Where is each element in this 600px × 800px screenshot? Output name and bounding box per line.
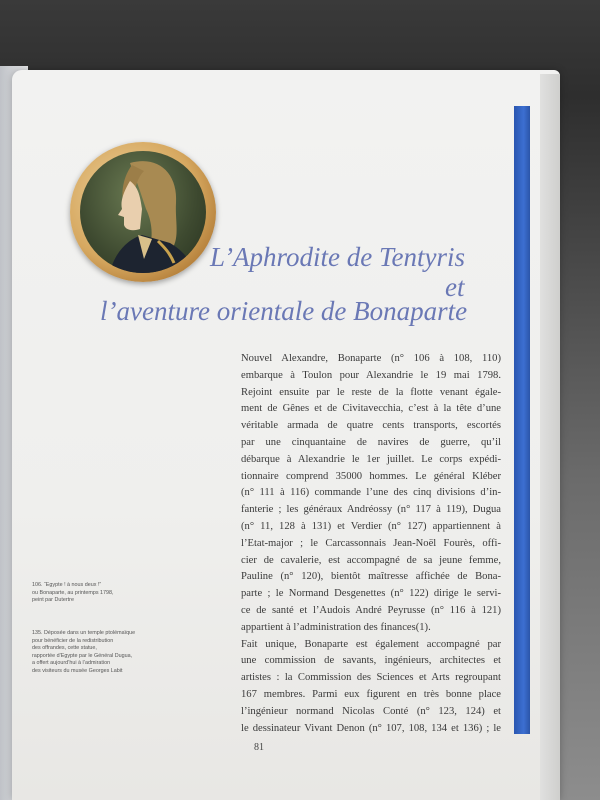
- body-line: véritable armada de quatre cents transports, escortés: [241, 420, 501, 432]
- body-line: l’ingénieur normand Nicolas Conté (n° 123, 124) et: [241, 705, 501, 717]
- body-line: parte ; le Normand Desgenettes (n° 122) dirige le servi-: [241, 588, 501, 600]
- caption-line: rapportée d’Egypte par le Général Dugua,: [32, 652, 133, 659]
- body-line: ment de Gênes et de Civitavecchia, c’est à la tête d’une: [241, 403, 501, 415]
- title-line-3: l’aventure orientale de Bonaparte: [100, 296, 468, 326]
- body-line: tionnaire comprend 35000 hommes. Le général Kléber: [241, 470, 501, 482]
- caption-line: des offrandes, cette statue,: [32, 645, 97, 652]
- caption-line: ou Bonaparte, au printemps 1798,: [32, 589, 114, 596]
- body-line: par une cinquantaine de navires de guerre, qu’il: [241, 436, 501, 448]
- portrait-image: [80, 151, 206, 273]
- body-line: 167 membres. Parmi eux figurent en très bonne place: [241, 688, 501, 700]
- caption-line: peint par Dutertre: [32, 597, 74, 604]
- body-paragraph: [241, 351, 501, 737]
- caption-line: a offert aujourd’hui à l’admiration: [32, 660, 111, 667]
- caption-line: pour bénéficier de la redistribution: [32, 637, 114, 644]
- body-line: (n° 111 à 116) commande l’une des cinq divisions d’in-: [241, 487, 501, 499]
- body-line: le dessinateur Vivant Denon (n° 107, 108, 134 et 136) ; le: [241, 722, 501, 734]
- caption-portrait: [32, 582, 162, 605]
- body-line: (n° 11, 128 à 131) et Verdier (n° 127) appartiennent à: [241, 520, 501, 532]
- blue-margin-band: [514, 106, 530, 734]
- body-line: appartient à l’administration des finances(1).: [241, 621, 431, 633]
- body-line: cier de cavalerie, est accompagné de sa jeune femme,: [241, 554, 501, 566]
- body-line: Nouvel Alexandre, Bonaparte (n° 106 à 108, 110): [241, 353, 501, 364]
- body-line: Rejoint ensuite par le reste de la flotte venant égale-: [241, 386, 501, 398]
- title-line-2: et: [445, 272, 465, 302]
- caption-statue: [32, 630, 162, 676]
- body-line: Fait unique, Bonaparte est également accompagné par: [241, 638, 501, 650]
- body-line: fanterie ; les généraux Andréossy (n° 117 à 119), Dugua: [241, 504, 501, 516]
- body-line: artistes : la Commission des Sciences et Arts regroupant: [241, 672, 501, 684]
- body-line: Pauline (n° 120), bientôt maîtresse affichée de Bona-: [241, 571, 501, 583]
- caption-line: 106. “Egypte ! à nous deux !”: [32, 582, 102, 588]
- body-line: une commission de savants, ingénieurs, architectes et: [241, 655, 501, 667]
- body-line: débarque à Alexandrie le 1er juillet. Le corps expédi-: [241, 453, 501, 465]
- body-line: embarque à Toulon pour Alexandrie le 19 mai 1798.: [241, 369, 501, 381]
- title-line-1: L’Aphrodite de Tentyris: [210, 242, 465, 272]
- page-number: 81: [254, 742, 264, 753]
- body-line: l’Etat-major ; le Carcassonnais Jean-Noël Fourès, offi-: [241, 537, 501, 549]
- right-page-edge: [540, 74, 560, 800]
- caption-line: 135. Déposée dans un temple ptolémaïque: [32, 630, 136, 636]
- body-line: ce de santé et l’Audois André Peyrusse (n° 116 à 121): [241, 604, 501, 616]
- caption-line: des visiteurs du musée Georges Labit: [32, 667, 123, 674]
- portrait-medallion: [70, 142, 216, 282]
